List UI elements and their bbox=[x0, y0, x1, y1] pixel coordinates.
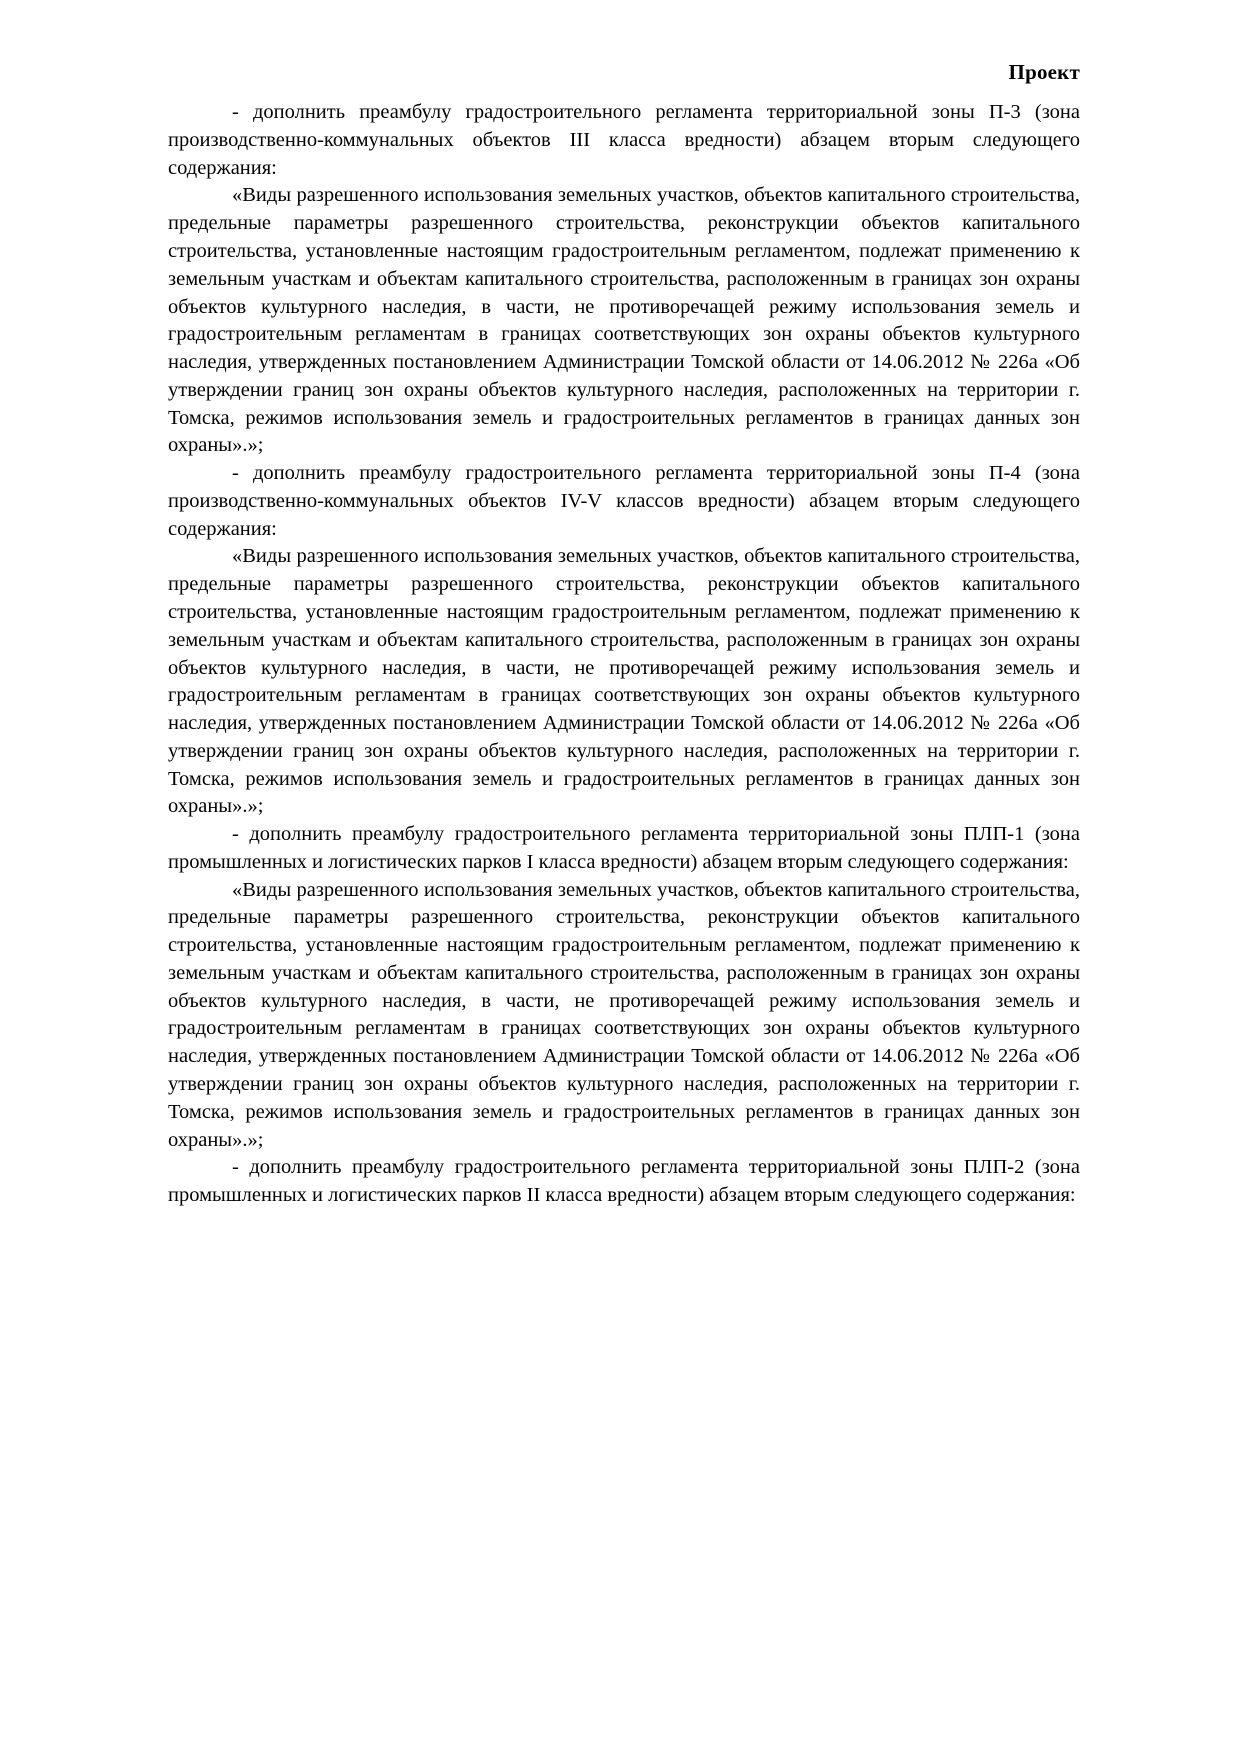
paragraph-4: «Виды разрешенного использования земельных участков, объектов капитального строительства, предельные параметры разрешенного строительства, реконструкции объектов капитального строительства, установленные настоящим градостроительным регламентом, подлежат применению к земельным участкам и объектам капитального строительства, расположенным в границах зон охраны объектов культурного наследия, в части, не противоречащей режиму использования земель и градостроительным регламентам в границах соответствующих зон охраны объектов культурного наследия, утвержденных постановлением Администрации Томской области от 14.06.2012 № 226а «Об утверждении границ зон охраны объектов культурного наследия, расположенных на территории г. Томска, режимов использования земель и градостроительных регламентов в границах данных зон охраны».»; bbox=[168, 545, 1080, 818]
paragraph-1: - дополнить преамбулу градостроительного регламента территориальной зоны П-3 (зона производственно-коммунальных объектов III класса вредности) абзацем вторым следующего содержания: bbox=[168, 101, 1080, 179]
paragraph-2: «Виды разрешенного использования земельных участков, объектов капитального строительства, предельные параметры разрешенного строительства, реконструкции объектов капитального строительства, установленные настоящим градостроительным регламентом, подлежат применению к земельным участкам и объектам капитального строительства, расположенным в границах зон охраны объектов культурного наследия, в части, не противоречащей режиму использования земель и градостроительным регламентам в границах соответствующих зон охраны объектов культурного наследия, утвержденных постановлением Администрации Томской области от 14.06.2012 № 226а «Об утверждении границ зон охраны объектов культурного наследия, расположенных на территории г. Томска, режимов использования земель и градостроительных регламентов в границах данных зон охраны».»; bbox=[168, 184, 1080, 457]
document-body bbox=[168, 99, 1080, 1210]
paragraph-3: - дополнить преамбулу градостроительного регламента территориальной зоны П-4 (зона производственно-коммунальных объектов IV-V классов вредности) абзацем вторым следующего содержания: bbox=[168, 462, 1080, 540]
paragraph-7: - дополнить преамбулу градостроительного регламента территориальной зоны ПЛП-2 (зона промышленных и логистических парков II класса вредности) абзацем вторым следующего содержания: bbox=[168, 1156, 1080, 1207]
page-header-label: Проект bbox=[1008, 60, 1080, 84]
paragraph-5: - дополнить преамбулу градостроительного регламента территориальной зоны ПЛП-1 (зона промышленных и логистических парков I класса вредности) абзацем вторым следующего содержания: bbox=[168, 823, 1080, 873]
paragraph-6: «Виды разрешенного использования земельных участков, объектов капитального строительства, предельные параметры разрешенного строительства, реконструкции объектов капитального строительства, установленные настоящим градостроительным регламентом, подлежат применению к земельным участкам и объектам капитального строительства, расположенным в границах зон охраны объектов культурного наследия, в части, не противоречащей режиму использования земель и градостроительным регламентам в границах соответствующих зон охраны объектов культурного наследия, утвержденных постановлением Администрации Томской области от 14.06.2012 № 226а «Об утверждении границ зон охраны объектов культурного наследия, расположенных на территории г. Томска, режимов использования земель и градостроительных регламентов в границах данных зон охраны».»; bbox=[168, 878, 1080, 1151]
